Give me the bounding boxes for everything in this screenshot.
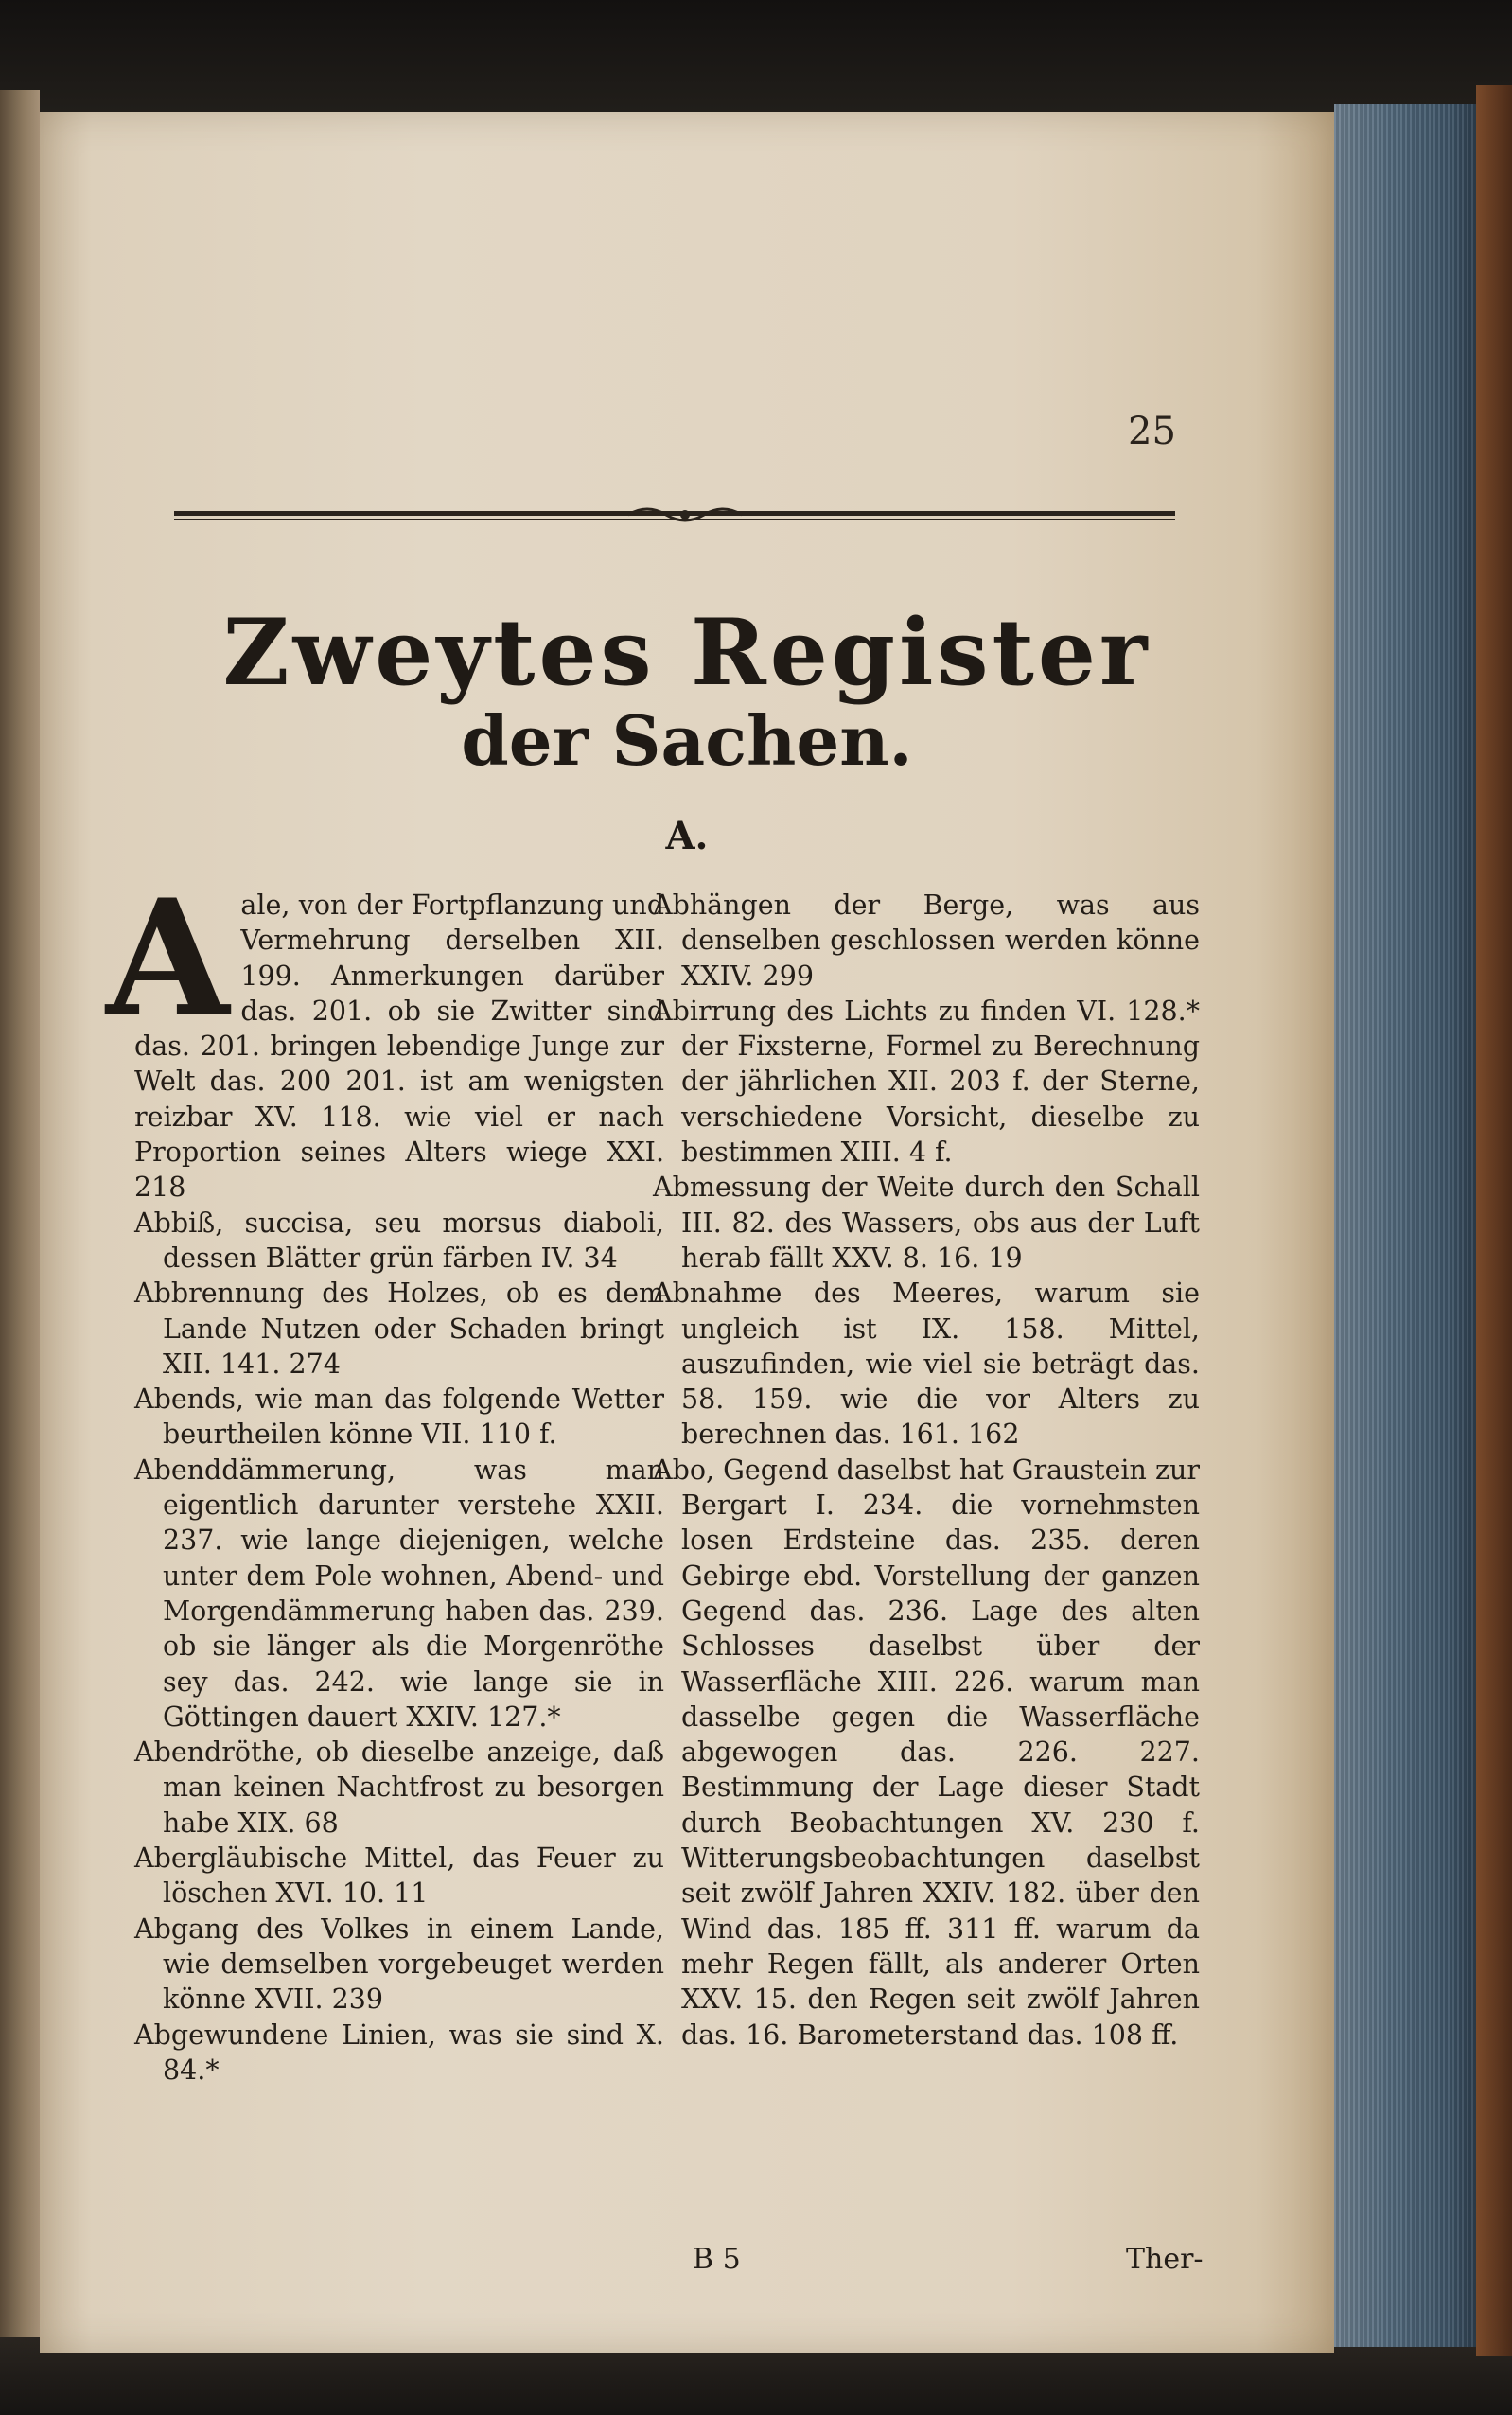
index-entry: Abbiß, succisa, seu morsus diaboli, dessen Blätter grün färben IV. 34 <box>134 1207 664 1274</box>
index-entry: Abmessung der Weite durch den Schall III. 82. des Wassers, obs aus der Luft herab fällt XXV. 8. 16. 19 <box>653 1172 1200 1274</box>
index-entry: Aale, von der Fortpflanzung und Vermehrung derselben XII. 199. Anmerkungen darüber das. 201. ob sie Zwitter sind das. 201. bringen lebendige Junge zur Welt das. 200 201. ist am wenigsten reizbar XV. 118. wie viel er nach Proportion seines Alters wiege XXI. 218 <box>106 864 664 1204</box>
left-column <box>106 864 664 2088</box>
signature-mark: B 5 <box>693 2243 741 2276</box>
page-subtitle: der Sachen. <box>461 700 913 781</box>
index-entry: Abends, wie man das folgende Wetter beurtheilen könne VII. 110 f. <box>134 1384 664 1451</box>
index-entry: Abbrennung des Holzes, ob es dem Lande Nutzen oder Schaden bringt XII. 141. 274 <box>134 1278 664 1380</box>
index-entry: Abhängen der Berge, was aus denselben geschlossen werden könne XXIV. 299 <box>653 890 1200 992</box>
index-entry: Abenddämmerung, was man eigentlich darunter verstehe XXII. 237. wie lange diejenigen, welche unter dem Pole wohnen, Abend- und Morgendämmerung haben das. 239. ob sie länger als die Morgenröthe sey das. 242. wie lange sie in Göttingen dauert XXIV. 127.* <box>134 1454 664 1733</box>
section-letter: A. <box>665 814 709 858</box>
catchword: Ther- <box>1126 2243 1204 2276</box>
drop-cap: A <box>106 864 230 1051</box>
photo-background-top <box>0 0 1512 112</box>
index-entry: Abnahme des Meeres, warum sie ungleich ist IX. 158. Mittel, auszufinden, wie viel sie beträgt das. 58. 159. wie die vor Alters zu berechnen das. 161. 162 <box>653 1278 1200 1451</box>
page-fore-edge <box>1334 104 1476 2347</box>
index-entry: Abendröthe, ob dieselbe anzeige, daß man keinen Nachtfrost zu besorgen habe XIX. 68 <box>134 1736 664 1839</box>
right-column <box>653 888 1200 2053</box>
index-entry: Abirrung des Lichts zu finden VI. 128.* der Fixsterne, Formel zu Berechnung der jährlichen XII. 203 f. der Sterne, verschiedene Vorsicht, dieselbe zu bestimmen XIII. 4 f. <box>653 995 1200 1169</box>
index-entry: Abgang des Volkes in einem Lande, wie demselben vorgebeuget werden könne XVII. 239 <box>134 1913 664 2016</box>
index-entry: Abgewundene Linien, was sie sind X. 84.* <box>134 2018 664 2086</box>
facing-page-edge <box>0 90 40 2352</box>
page-number: 25 <box>1128 410 1176 453</box>
page-title: Zweytes Register <box>222 599 1152 706</box>
ornamental-rule <box>174 505 1175 526</box>
book-cover-edge <box>1476 85 1512 2356</box>
index-entry: Abergläubische Mittel, das Feuer zu löschen XVI. 10. 11 <box>134 1842 664 1910</box>
book-page <box>40 112 1334 2353</box>
index-entry: Abo, Gegend daselbst hat Graustein zur Bergart I. 234. die vornehmsten losen Erdsteine das. 235. deren Gebirge ebd. Vorstellung der ganzen Gegend das. 236. Lage des alten Schlosses daselbst über der Wasserfläche XIII. 226. warum man dasselbe gegen die Wasserfläche abgewogen das. 226. 227. Bestimmung der Lage dieser Stadt durch Beobachtungen XV. 230 f. Witterungsbeobachtungen daselbst seit zwölf Jahren XXIV. 182. über den Wind das. 185 ff. 311 ff. warum da mehr Regen fällt, als anderer Orten XXV. 15. den Regen seit zwölf Jahren das. 16. Barometerstand das. 108 ff. <box>653 1454 1200 2051</box>
